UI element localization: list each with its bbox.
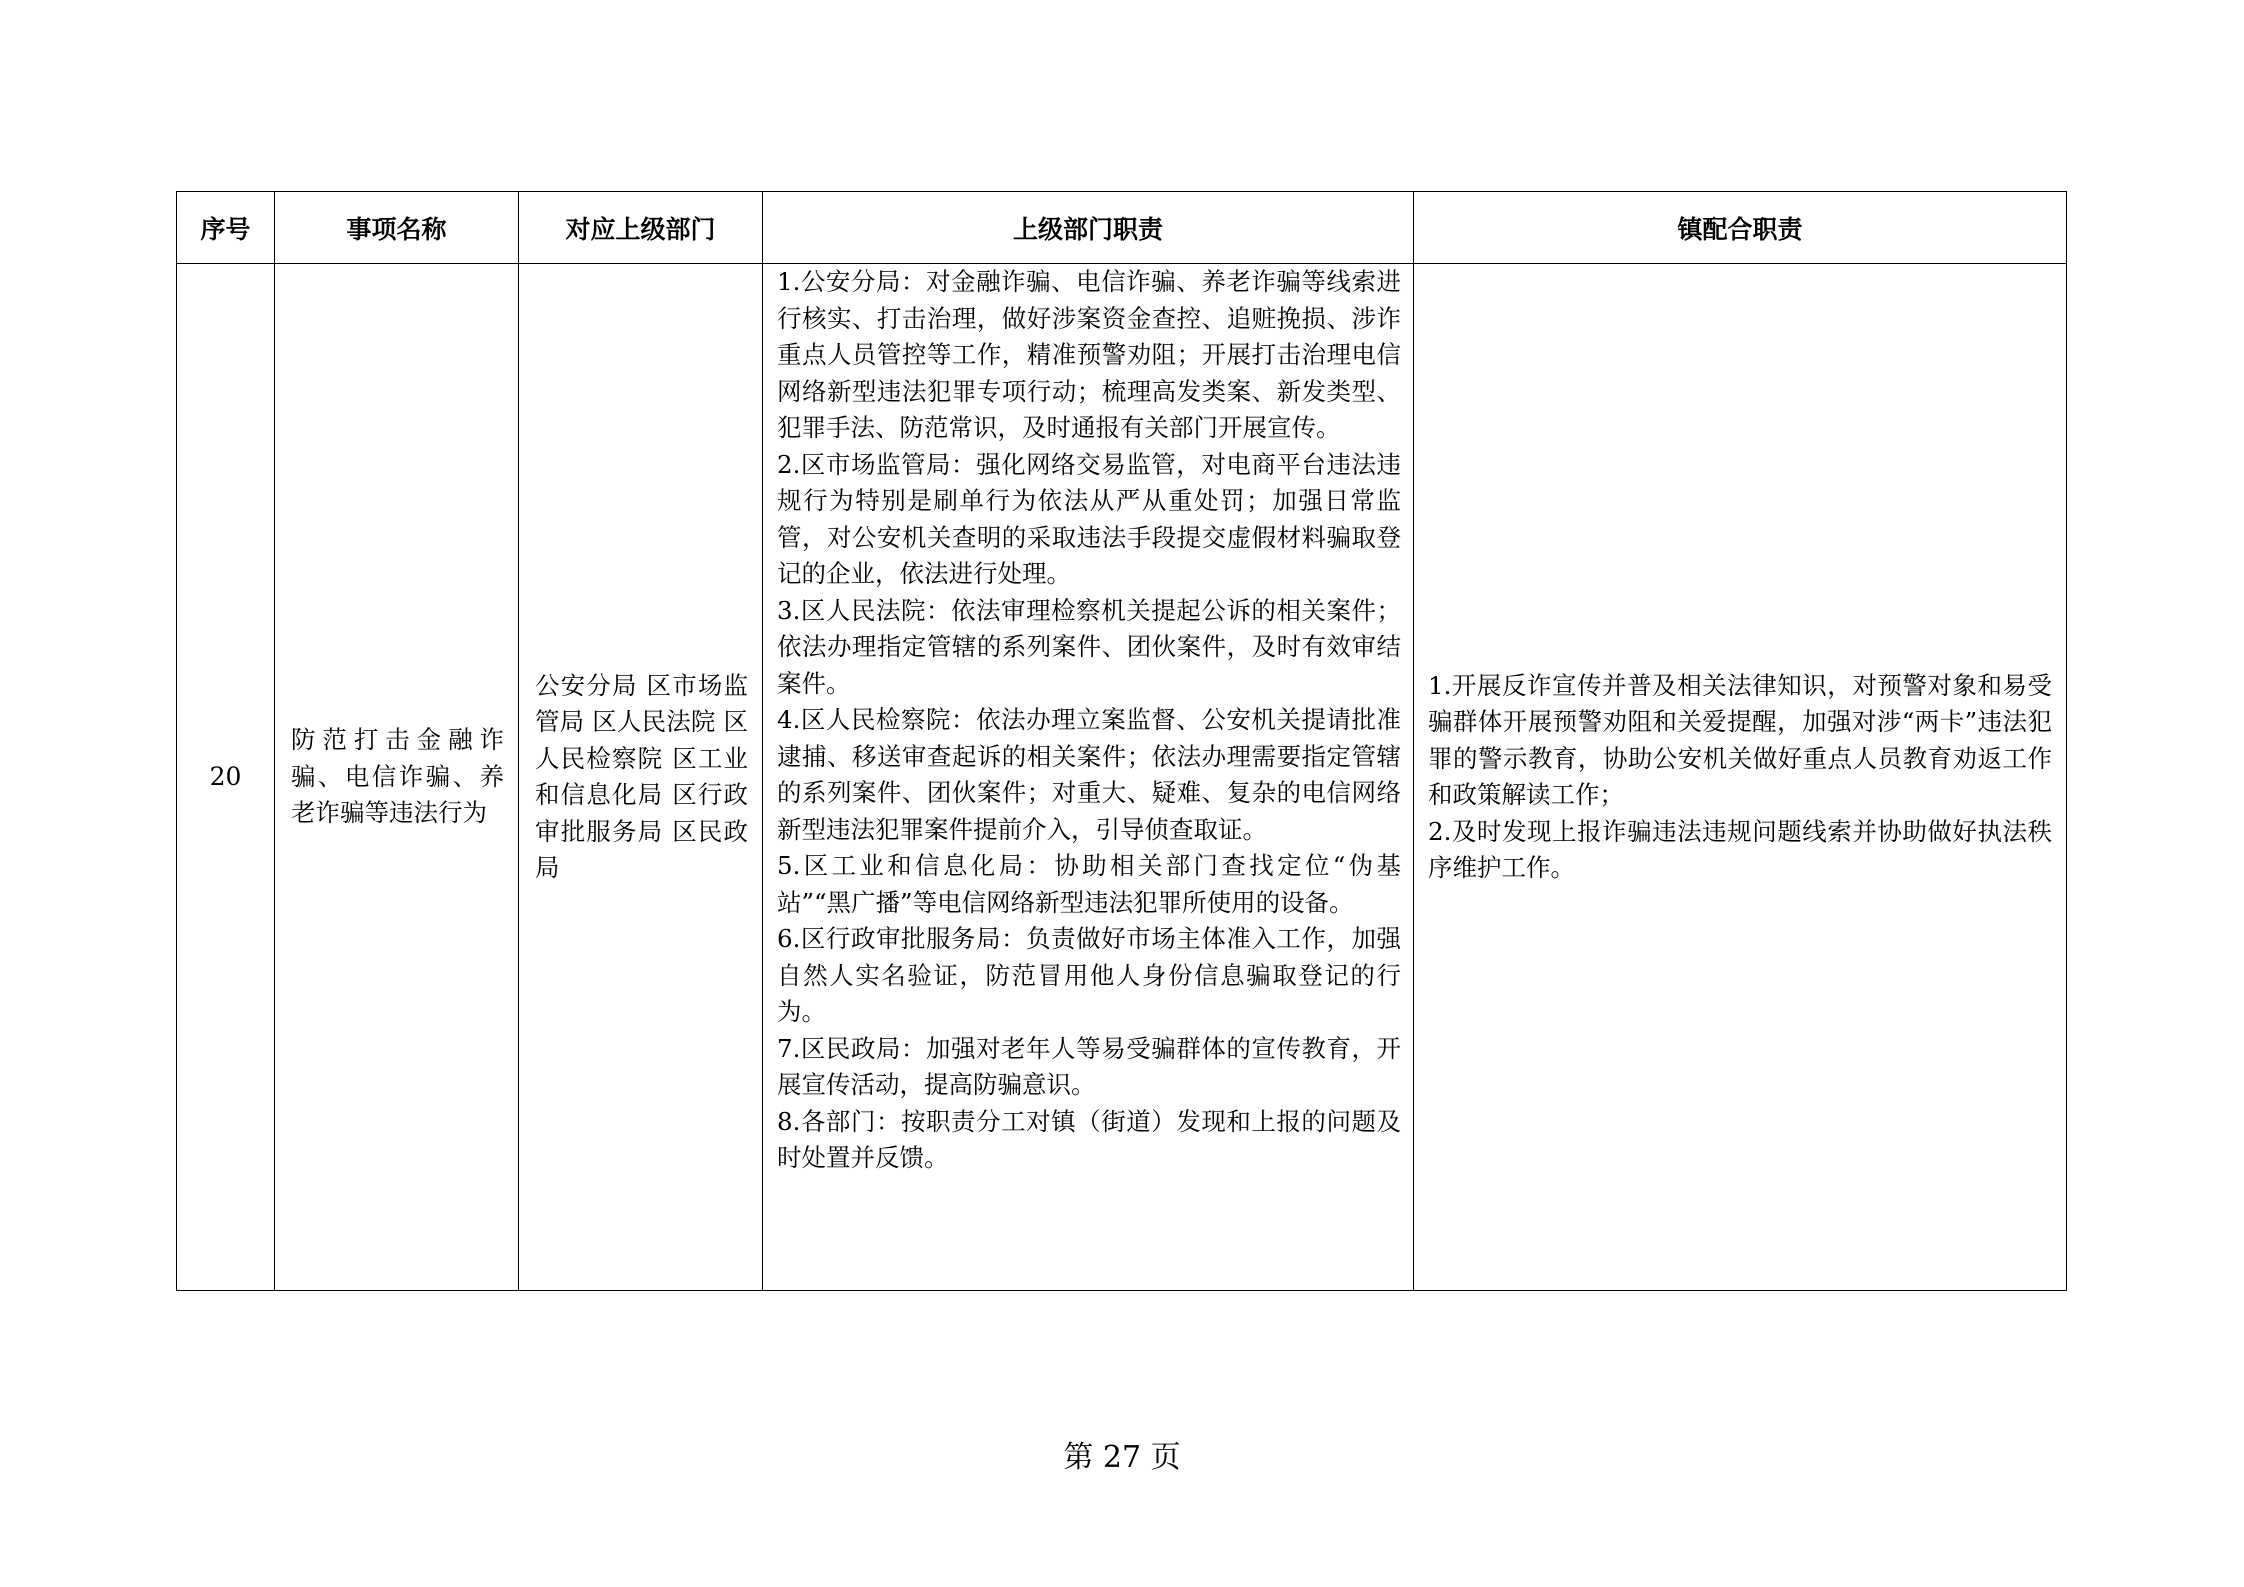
page-number: 第 27 页: [1063, 1440, 1181, 1475]
header-row: [177, 192, 2067, 264]
town-duty-list: [1428, 668, 2052, 887]
cell-item-name: 防范打击金融诈骗、电信诈骗、养老诈骗等违法行为: [275, 264, 519, 1291]
duty-item-6: 6.区行政审批服务局：负责做好市场主体准入工作，加强自然人实名验证，防范冒用他人身份信息骗取登记的行为。: [777, 924, 1401, 1026]
town-duty-item-2: 2.及时发现上报诈骗违法违规问题线索并协助做好执法秩序维护工作。: [1428, 816, 2052, 882]
duty-item-2: 2.区市场监管局：强化网络交易监管，对电商平台违法违规行为特别是刷单行为依法从严从重处罚；加强日常监管，对公安机关查明的采取违法手段提交虚假材料骗取登记的企业，依法进行处理。: [777, 449, 1401, 588]
cell-seq: 20: [177, 264, 275, 1291]
header-seq: 序号: [177, 192, 275, 264]
duty-item-5: 5.区工业和信息化局：协助相关部门查找定位“伪基站”“黑广播”等电信网络新型违法犯罪所使用的设备。: [777, 851, 1401, 917]
header-superior-duty: 上级部门职责: [763, 192, 1414, 264]
cell-superior-duty: [763, 264, 1414, 1291]
header-superior-dept: 对应上级部门: [519, 192, 763, 264]
table-body: [177, 264, 2067, 1291]
cell-town-duty: [1414, 264, 2067, 1291]
header-item-name: 事项名称: [275, 192, 519, 264]
cell-superior-dept: 公安分局 区市场监管局 区人民法院 区人民检察院 区工业和信息化局 区行政审批服务局 区民政局: [519, 264, 763, 1291]
table-row: [177, 264, 2067, 1291]
duty-item-8: 8.各部门：按职责分工对镇（街道）发现和上报的问题及时处置并反馈。: [777, 1106, 1401, 1172]
header-town-duty: 镇配合职责: [1414, 192, 2067, 264]
table-header: [177, 192, 2067, 264]
superior-duty-list: [777, 264, 1401, 1177]
responsibility-table: [176, 191, 2067, 1291]
duty-item-3: 3.区人民法院：依法审理检察机关提起公诉的相关案件；依法办理指定管辖的系列案件、团伙案件，及时有效审结案件。: [777, 595, 1401, 698]
town-duty-item-1: 1.开展反诈宣传并普及相关法律知识，对预警对象和易受骗群体开展预警劝阻和关爱提醒，加强对涉“两卡”违法犯罪的警示教育，协助公安机关做好重点人员教育劝返工作和政策解读工作；: [1428, 670, 2052, 809]
duty-item-7: 7.区民政局：加强对老年人等易受骗群体的宣传教育，开展宣传活动，提高防骗意识。: [777, 1033, 1401, 1099]
duty-item-1: 1.公安分局：对金融诈骗、电信诈骗、养老诈骗等线索进行核实、打击治理，做好涉案资金查控、追赃挽损、涉诈重点人员管控等工作，精准预警劝阻；开展打击治理电信网络新型违法犯罪专项行动；梳理高发类案、新发类型、犯罪手法、防范常识，及时通报有关部门开展宣传。: [777, 267, 1401, 442]
duty-item-4: 4.区人民检察院：依法办理立案监督、公安机关提请批准逮捕、移送审查起诉的相关案件；依法办理需要指定管辖的系列案件、团伙案件；对重大、疑难、复杂的电信网络新型违法犯罪案件提前介入，引导侦查取证。: [777, 705, 1401, 844]
